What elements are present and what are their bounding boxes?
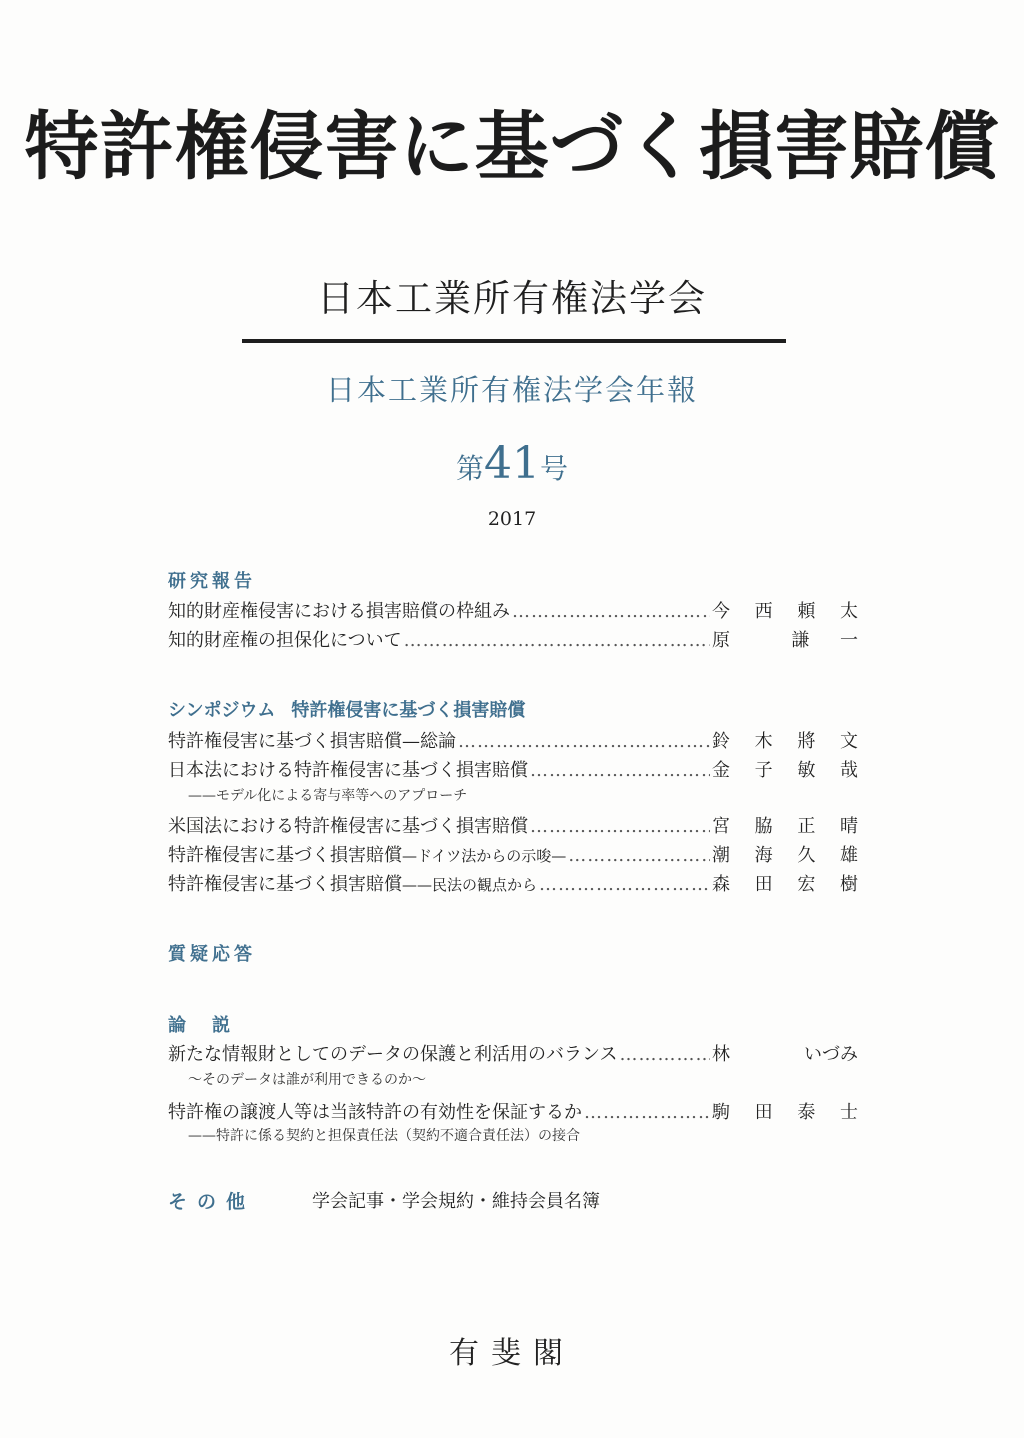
entry-title-main: 特許権侵害に基づく損害賠償 [168, 845, 402, 866]
toc-entry [168, 841, 858, 867]
author-char: 木 [754, 731, 773, 752]
author-char: 森 [712, 874, 730, 895]
author-char: 泰 [797, 1102, 816, 1123]
author-char: 敏 [797, 760, 816, 781]
issue-prefix: 第 [455, 452, 484, 485]
author-char: 雄 [839, 845, 858, 866]
entry-title: 日本法における特許権侵害に基づく損害賠償 [168, 760, 528, 781]
entry-author [712, 1098, 858, 1124]
toc-entry [168, 1098, 858, 1124]
author-char: 頼 [797, 601, 816, 622]
author-char: 正 [797, 816, 816, 837]
entry-title-main: 特許権侵害に基づく損害賠償 [168, 874, 402, 895]
author-char: 金 [712, 760, 730, 781]
author-char: 晴 [839, 816, 858, 837]
section-symposium-label [168, 696, 525, 722]
author-char: 田 [754, 1102, 773, 1123]
symposium-theme: 特許権侵害に基づく損害賠償 [291, 700, 526, 721]
author-char: 脇 [754, 816, 773, 837]
dot-leader [539, 874, 710, 895]
issue-number-value: 41 [484, 438, 540, 489]
issue-suffix: 号 [540, 452, 569, 485]
toc-entry [168, 756, 858, 782]
dot-leader [530, 816, 710, 837]
author-char: 西 [754, 601, 773, 622]
section-other-label: その他 [168, 1191, 256, 1213]
toc-entry [168, 597, 858, 623]
title-divider [242, 339, 786, 343]
author-char: 駒 [712, 1102, 730, 1123]
entry-author [712, 1040, 858, 1066]
issue-number [0, 438, 1024, 489]
author-char: 文 [839, 731, 858, 752]
author-char: 謙 [791, 630, 810, 651]
author-char: 宮 [712, 816, 730, 837]
entry-author [712, 626, 858, 652]
entry-author [712, 870, 858, 896]
section-qa-label: 質疑応答 [168, 944, 256, 965]
dot-leader [619, 1044, 710, 1065]
author-char: 鈴 [712, 731, 730, 752]
author-char: 樹 [839, 874, 858, 895]
toc-entry [168, 870, 858, 896]
publication-year: 2017 [487, 508, 537, 530]
entry-author [712, 812, 858, 838]
entry-title [168, 841, 566, 867]
dot-leader [512, 601, 710, 622]
entry-subtitle: ——モデル化による寄与率等へのアプローチ [188, 788, 468, 804]
dot-leader [530, 760, 710, 781]
entry-author [712, 597, 858, 623]
entry-title-note: —ドイツ法からの示唆— [402, 847, 567, 865]
entry-title [168, 870, 537, 896]
author-char: 潮 [712, 845, 730, 866]
author-char: 久 [797, 845, 816, 866]
section-articles-label: 論 説 [168, 1015, 234, 1036]
toc-entry [168, 1040, 858, 1066]
author-char: 太 [839, 601, 858, 622]
publisher-name: 有斐閣 [449, 1336, 575, 1371]
dot-leader [568, 845, 710, 866]
author-char: 士 [839, 1102, 858, 1123]
entry-subtitle: 〜そのデータは誰が利用できるのか〜 [188, 1072, 426, 1088]
author-char: 今 [712, 601, 730, 622]
section-research-label: 研究報告 [168, 571, 256, 592]
author-char: 一 [839, 630, 858, 651]
entry-title: 知的財産権侵害における損害賠償の枠組み [168, 601, 510, 622]
symposium-label: シンポジウム [168, 700, 276, 721]
annual-report-title: 日本工業所有権法学会年報 [325, 373, 698, 407]
entry-title: 特許権侵害に基づく損害賠償—総論 [168, 731, 456, 752]
toc-entry [168, 812, 858, 838]
toc-entry [168, 727, 858, 753]
section-other-text: 学会記事・学会規約・維持会員名簿 [312, 1191, 600, 1212]
author-char: 原 [712, 630, 730, 651]
entry-title: 知的財産権の担保化について [168, 630, 402, 651]
author-char: 將 [797, 731, 816, 752]
entry-subtitle: ——特許に係る契約と担保責任法（契約不適合責任法）の接合 [188, 1128, 580, 1144]
entry-title-note: ——民法の観点から [402, 876, 538, 894]
entry-author [712, 841, 858, 867]
author-surname: 林 [712, 1044, 730, 1065]
dot-leader [584, 1102, 710, 1123]
author-char: 宏 [797, 874, 816, 895]
society-name: 日本工業所有権法学会 [317, 277, 707, 320]
author-char: 哉 [839, 760, 858, 781]
entry-author [712, 727, 858, 753]
dot-leader [404, 630, 710, 651]
entry-title: 特許権の譲渡人等は当該特許の有効性を保証するか [168, 1102, 582, 1123]
entry-title: 新たな情報財としてのデータの保護と利活用のバランス [168, 1044, 618, 1065]
entry-author [712, 756, 858, 782]
author-char: 海 [754, 845, 773, 866]
dot-leader [458, 731, 710, 752]
author-char: 田 [754, 874, 773, 895]
book-title: 特許権侵害に基づく損害賠償 [24, 104, 1000, 190]
entry-title: 米国法における特許権侵害に基づく損害賠償 [168, 816, 528, 837]
toc-entry [168, 626, 858, 652]
author-char: 子 [754, 760, 773, 781]
author-given-name: いづみ [804, 1044, 858, 1065]
